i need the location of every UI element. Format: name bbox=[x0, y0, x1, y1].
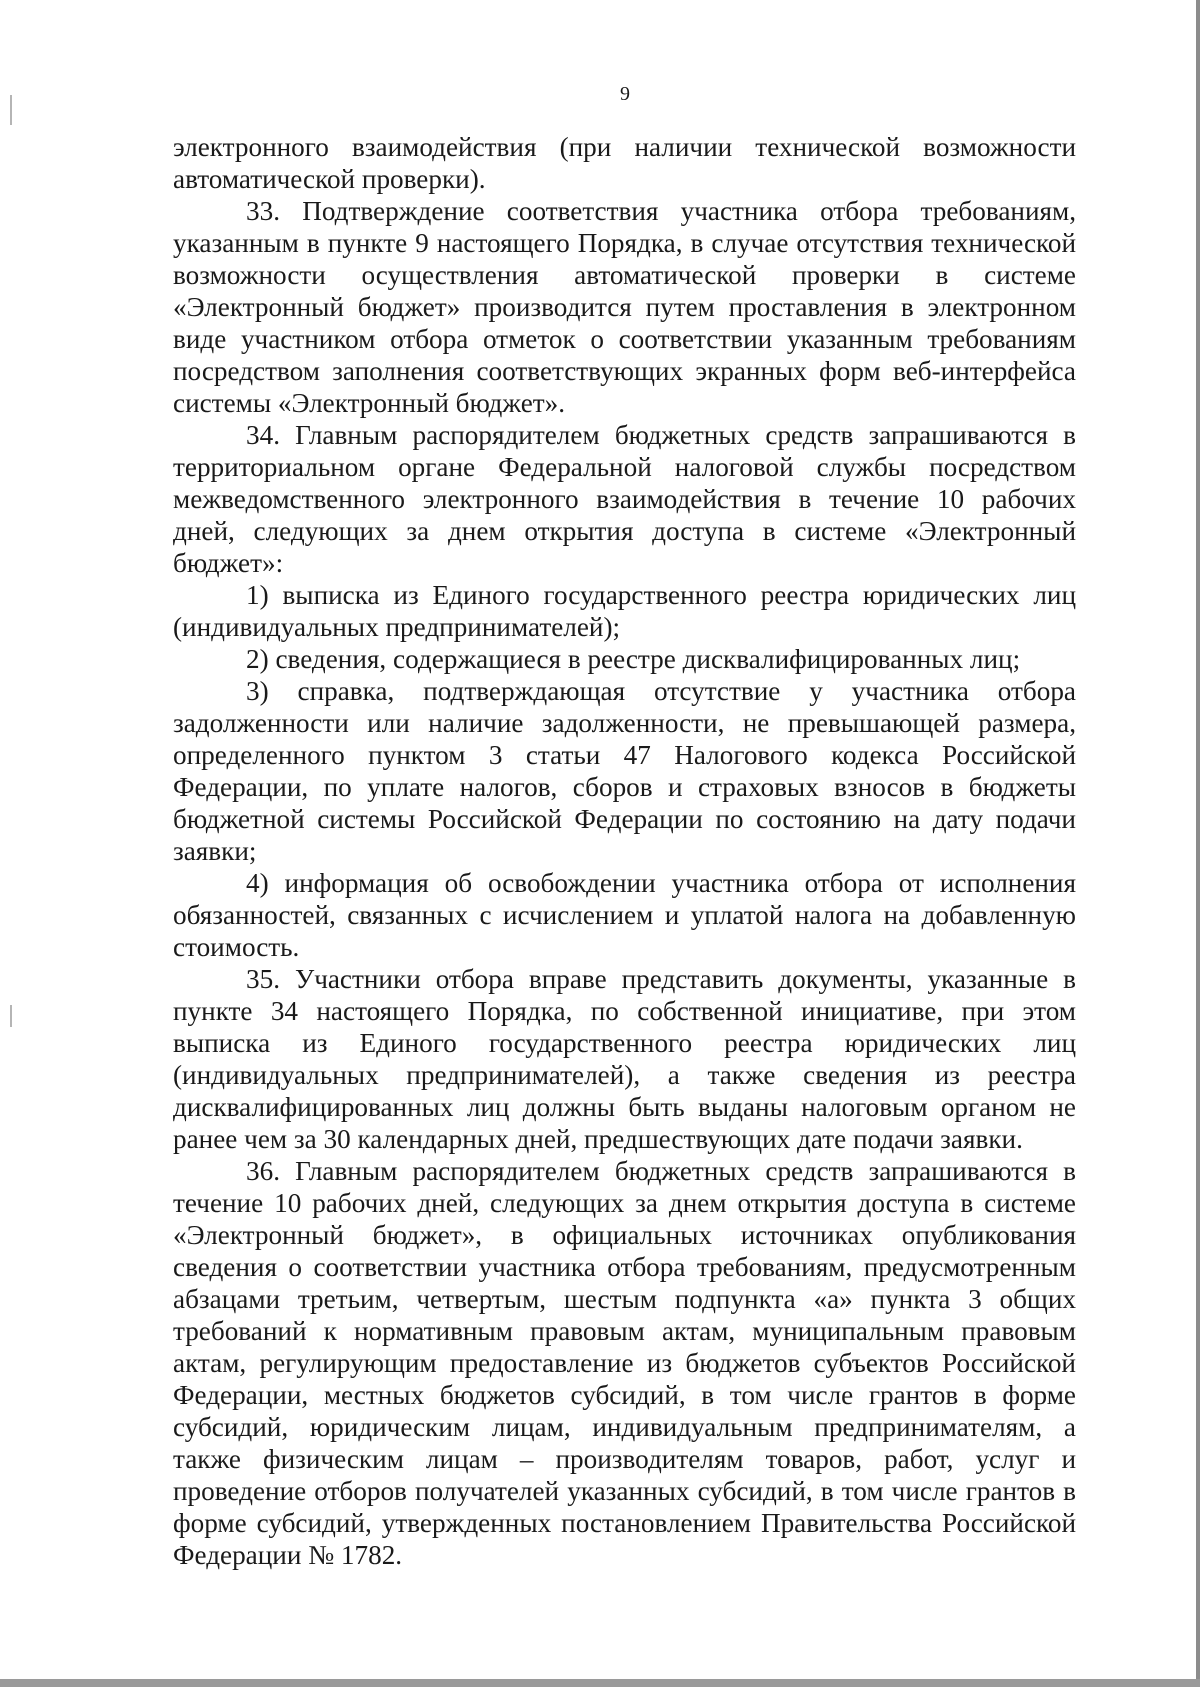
paragraph-item-34: 34. Главным распорядителем бюджетных средств запрашиваются в территориальном органе Федеральной налоговой службы посредством межведомственного электронного взаимодействия в течение 10 рабочих дней, следующих за днем открытия доступа в системе «Электронный бюджет»: bbox=[173, 420, 1076, 578]
page-edge-right bbox=[1196, 0, 1200, 1687]
scan-mark-left bbox=[10, 95, 12, 125]
scan-mark-left bbox=[10, 1005, 12, 1027]
paragraph-item-36: 36. Главным распорядителем бюджетных средств запрашиваются в течение 10 рабочих дней, следующих за днем открытия доступа в системе «Электронный бюджет», в официальных источниках опубликования сведения о соответствии участника отбора требованиям, предусмотренным абзацами третьим, четвертым, шестым подпункта «а» пункта 3 общих требований к нормативным правовым актам, муниципальным правовым актам, регулирующим предоставление из бюджетов субъектов Российской Федерации, местных бюджетов субсидий, в том числе грантов в форме субсидий, юридическим лицам, индивидуальным предпринимателям, а также физическим лицам – производителям товаров, работ, услуг и проведение отборов получателей указанных субсидий, в том числе грантов в форме субсидий, утвержденных постановлением Правительства Российской Федерации № 1782. bbox=[173, 1156, 1076, 1570]
page-number: 9 bbox=[620, 83, 630, 105]
paragraph-continuation: электронного взаимодействия (при наличии технической возможности автоматической проверки). bbox=[173, 132, 1076, 194]
subitem-1: 1) выписка из Единого государственного реестра юридических лиц (индивидуальных предпринимателей); bbox=[173, 580, 1076, 642]
paragraph-item-33: 33. Подтверждение соответствия участника отбора требованиям, указанным в пункте 9 настоящего Порядка, в случае отсутствия технической возможности осуществления автоматической проверки в системе «Электронный бюджет» производится путем проставления в электронном виде участником отбора отметок о соответствии указанным требованиям посредством заполнения соответствующих экранных форм веб-интерфейса системы «Электронный бюджет». bbox=[173, 196, 1076, 418]
subitem-4: 4) информация об освобождении участника отбора от исполнения обязанностей, связанных с исчислением и уплатой налога на добавленную стоимость. bbox=[173, 868, 1076, 962]
subitem-2: 2) сведения, содержащиеся в реестре дисквалифицированных лиц; bbox=[246, 644, 1021, 674]
subitem-3: 3) справка, подтверждающая отсутствие у участника отбора задолженности или наличие задолженности, не превышающей размера, определенного пунктом 3 статьи 47 Налогового кодекса Российской Федерации, по уплате налогов, сборов и страховых взносов в бюджеты бюджетной системы Российской Федерации по состоянию на дату подачи заявки; bbox=[173, 676, 1076, 866]
document-body bbox=[173, 131, 1076, 1571]
page-edge-bottom bbox=[0, 1679, 1200, 1687]
paragraph-item-35: 35. Участники отбора вправе представить документы, указанные в пункте 34 настоящего Порядка, по собственной инициативе, при этом выписка из Единого государственного реестра юридических лиц (индивидуальных предпринимателей), а также сведения из реестра дисквалифицированных лиц должны быть выданы налоговым органом не ранее чем за 30 календарных дней, предшествующих дате подачи заявки. bbox=[173, 964, 1076, 1154]
